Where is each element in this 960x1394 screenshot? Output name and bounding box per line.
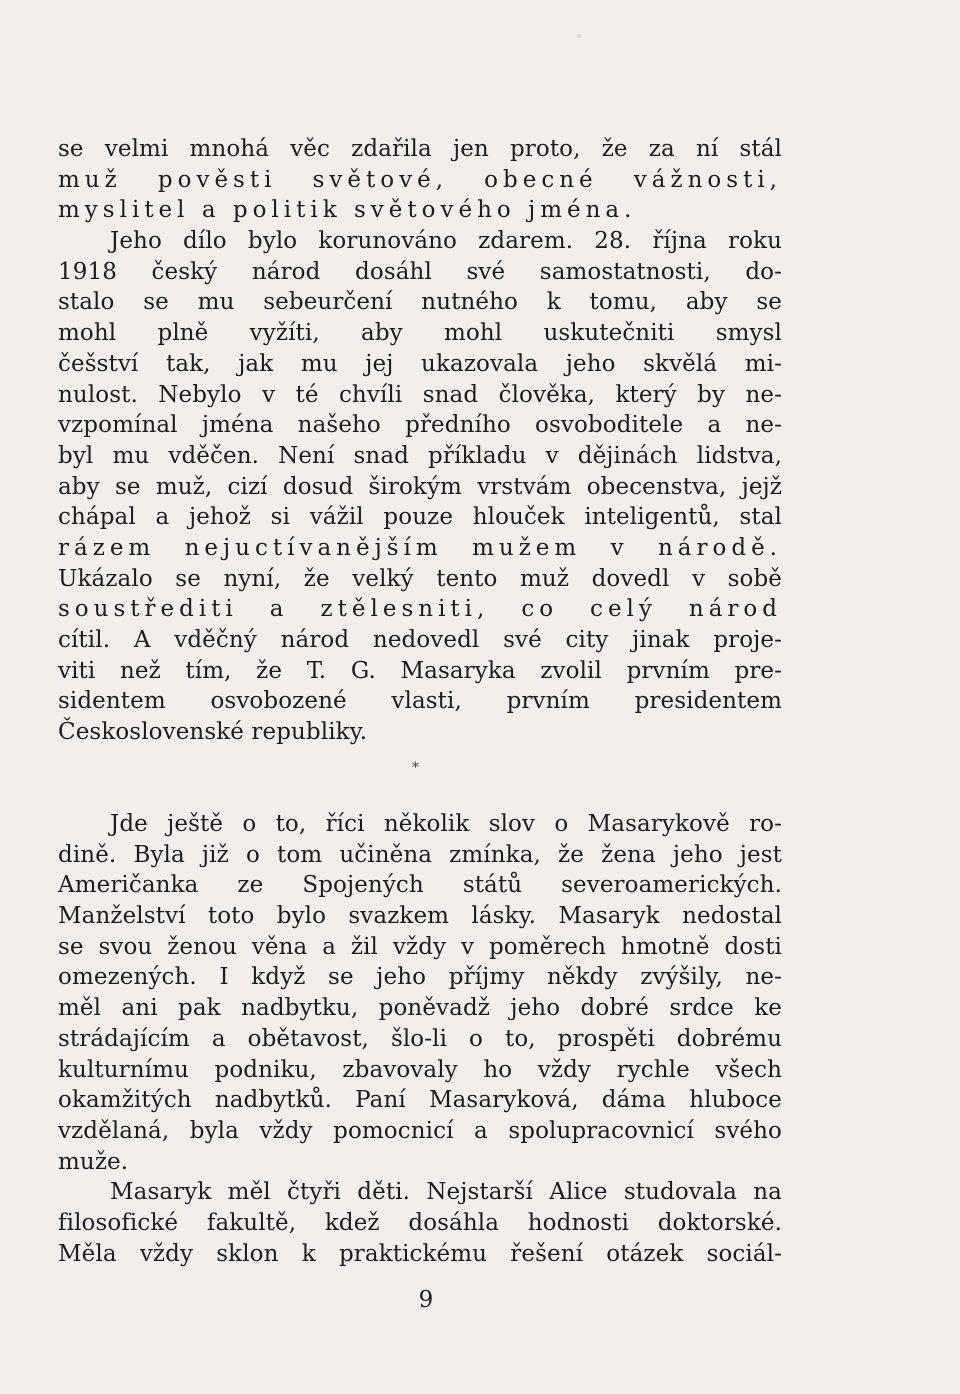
text-line: Československé republiky. xyxy=(58,719,368,746)
text-line: dině. Byla již o tom učiněna zmínka, že žena jeho jest xyxy=(58,841,782,868)
text-line: aby se muž, cizí dosud širokým vrstvám obecenstva, jejž xyxy=(58,473,782,500)
text-line: Američanka ze Spojených států severoamerických. xyxy=(58,872,782,899)
text-line: vzpomínal jména našeho předního osvoboditele a ne- xyxy=(58,412,782,439)
text-line: rázem nejuctívanějším mužem v národě. xyxy=(58,534,782,561)
text-line: 1918 český národ dosáhl své samostatnosti, do- xyxy=(58,258,782,285)
text-line: byl mu vděčen. Není snad příkladu v dějinách lidstva, xyxy=(58,442,782,469)
text-line: Masaryk měl čtyři děti. Nejstarší Alice studovala na xyxy=(110,1179,782,1206)
paragraph-1 xyxy=(58,134,782,748)
text-line: Jde ještě o to, říci několik slov o Masarykově ro- xyxy=(110,811,782,837)
text-line: viti než tím, že T. G. Masaryka zvolil prvním pre- xyxy=(58,657,782,684)
text-line: Jeho dílo bylo korunováno zdarem. 28. října roku xyxy=(110,228,782,255)
text-line: Měla vždy sklon k praktickému řešení otázek sociál- xyxy=(58,1240,782,1267)
text-line: se velmi mnohá věc zdařila jen proto, že za ní stál xyxy=(58,136,782,162)
paragraph-2 xyxy=(58,809,782,1269)
text-line: omezených. I když se jeho příjmy někdy zvýšily, ne- xyxy=(58,964,782,991)
text-line: mohl plně vyžíti, aby mohl uskutečniti smysl xyxy=(58,320,782,347)
text-line: stalo se mu sebeurčení nutného k tomu, aby se xyxy=(58,289,782,316)
text-line: vzdělaná, byla vždy pomocnicí a spolupracovnicí svého xyxy=(58,1117,782,1144)
text-line: chápal a jehož si vážil pouze hlouček inteligentů, stal xyxy=(58,504,782,531)
paper-speck xyxy=(577,34,581,38)
text-line: muž pověsti světové, obecné vážnosti, xyxy=(58,166,782,193)
text-line: filosofické fakultě, kdež dosáhla hodnosti doktorské. xyxy=(58,1209,782,1236)
page-number: 9 xyxy=(418,1287,434,1313)
text-line: okamžitých nadbytků. Paní Masaryková, dáma hluboce xyxy=(58,1087,782,1114)
text-line: kulturnímu podniku, zbavovaly ho vždy rychle všech xyxy=(58,1056,782,1083)
text-line: Manželství toto bylo svazkem lásky. Masaryk nedostal xyxy=(58,903,782,930)
section-separator-asterisk: * xyxy=(412,760,419,776)
text-line: sidentem osvobozené vlasti, prvním presidentem xyxy=(58,688,782,715)
text-line: nulost. Nebylo v té chvíli snad člověka, který by ne- xyxy=(58,381,782,408)
text-line: češství tak, jak mu jej ukazovala jeho skvělá mi- xyxy=(58,350,782,377)
text-line: soustřediti a ztělesniti, co celý národ xyxy=(58,596,782,623)
text-line: měl ani pak nadbytku, poněvadž jeho dobré srdce ke xyxy=(58,995,782,1022)
text-line: se svou ženou věna a žil vždy v poměrech hmotně dosti xyxy=(58,933,782,960)
text-line: cítil. A vděčný národ nedovedl své city jinak proje- xyxy=(58,627,782,653)
text-line: Ukázalo se nyní, že velký tento muž dovedl v sobě xyxy=(58,565,782,592)
text-line: myslitel a politik světového jména. xyxy=(58,197,637,224)
text-line: strádajícím a obětavost, šlo-li o to, prospěti dobrému xyxy=(58,1025,782,1052)
text-line: muže. xyxy=(58,1148,129,1175)
